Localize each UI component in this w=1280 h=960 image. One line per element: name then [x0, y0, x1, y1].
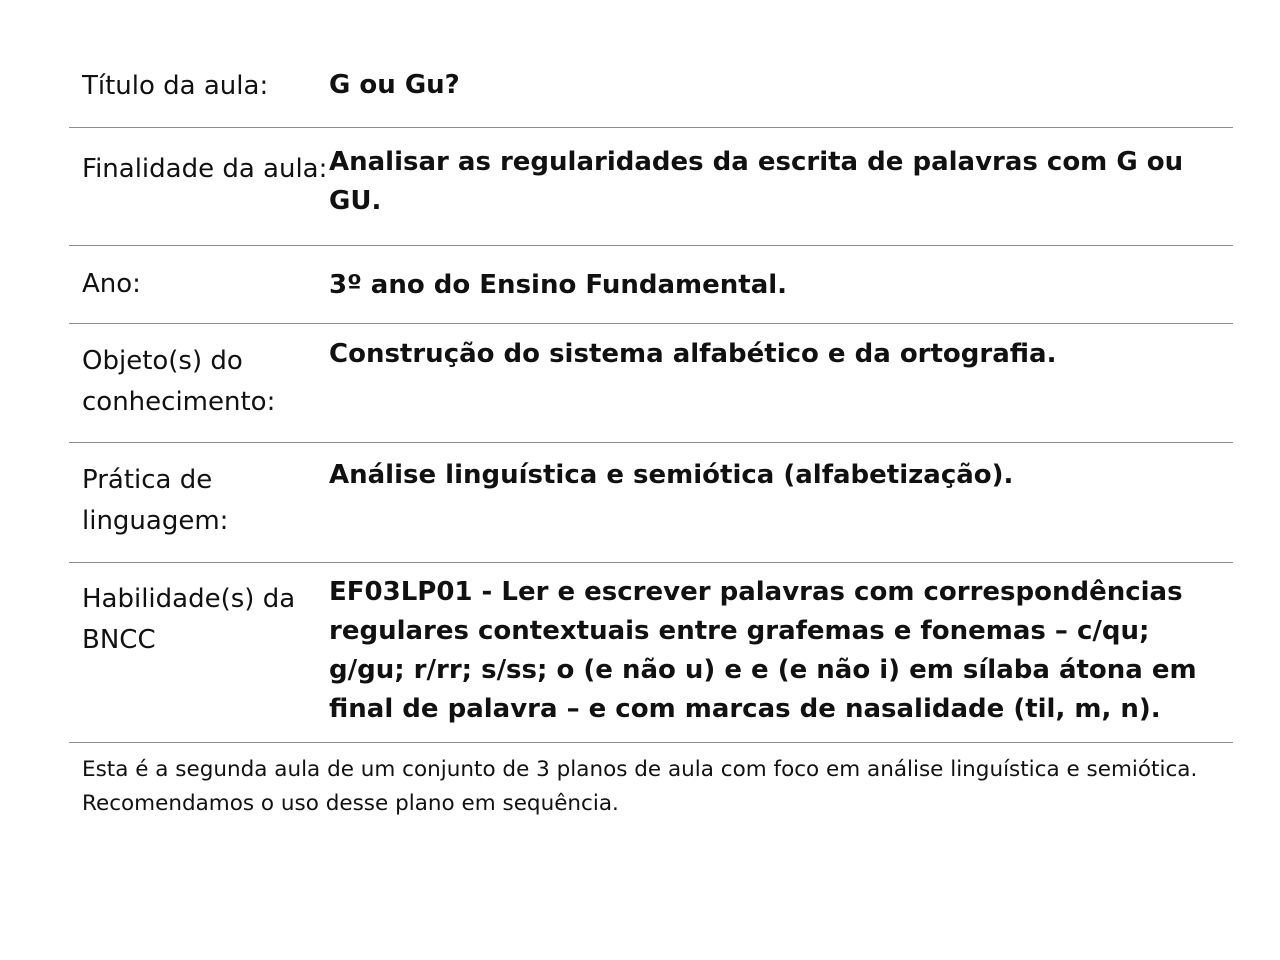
footnote-text: Esta é a segunda aula de um conjunto de 3 planos de aula com foco em análise linguística e semiótica. Recomendamos o uso desse plano em sequência.: [82, 757, 1198, 816]
row-label: Habilidade(s) da BNCC: [82, 584, 296, 655]
row-objeto: [69, 324, 1233, 443]
row-titulo: [69, 58, 1233, 128]
row-label: Prática de linguagem:: [82, 465, 229, 536]
row-label: Objeto(s) do conhecimento:: [82, 346, 276, 417]
row-finalidade: [69, 128, 1233, 246]
row-habilidade: [69, 563, 1233, 743]
row-value: 3º ano do Ensino Fundamental.: [329, 270, 788, 300]
row-value: EF03LP01 - Ler e escrever palavras com correspondências regulares contextuais entre grafemas e fonemas – c/qu; g/gu; r/rr; s/ss; o (e não u) e e (e não i) em sílaba átona em final de palavra – e com marcas de nasalidade (til, m, n).: [329, 577, 1197, 724]
row-pratica: [69, 443, 1233, 563]
lesson-plan-table: [69, 58, 1233, 821]
row-value: Análise linguística e semiótica (alfabetização).: [329, 460, 1014, 490]
row-ano: [69, 246, 1233, 324]
row-value: G ou Gu?: [329, 70, 460, 100]
row-value: Construção do sistema alfabético e da ortografia.: [329, 339, 1057, 369]
row-label: Ano:: [82, 269, 141, 299]
row-label: Finalidade da aula:: [82, 154, 328, 184]
row-value: Analisar as regularidades da escrita de palavras com G ou GU.: [329, 147, 1184, 216]
row-label: Título da aula:: [82, 71, 269, 101]
